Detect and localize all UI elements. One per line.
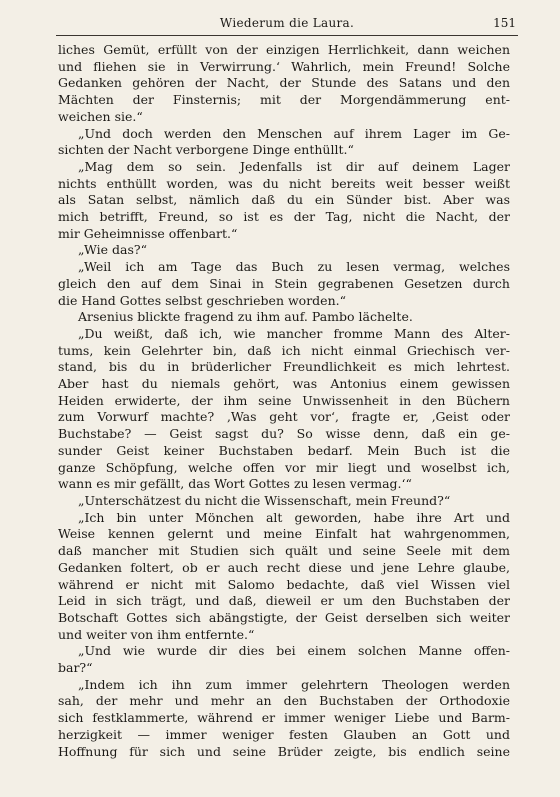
text-line: Aber hast du niemals gehört, was Antonius einem gewissen [58, 376, 510, 392]
text-line: mich betrifft, Freund, so ist es der Tag, nicht die Nacht, der [58, 209, 510, 225]
paragraph [58, 510, 510, 644]
running-head [58, 14, 516, 32]
text-line: sah, der mehr und mehr an den Buchstaben der Orthodoxie [58, 693, 510, 709]
text-line: „Und doch werden den Menschen auf ihrem Lager im Ge- [78, 125, 510, 141]
text-line: tums, kein Gelehrter bin, daß ich nicht einmal Griechisch ver- [58, 342, 510, 358]
text-line: und weiter von ihm entfernte.“ [58, 626, 255, 642]
text-line: wann es mir gefällt, das Wort Gottes zu lesen vermag.‘“ [58, 476, 412, 492]
text-line: Leid in sich trägt, und daß, dieweil er um den Buchstaben der [58, 593, 510, 609]
text-line: „Weil ich am Tage das Buch zu lesen vermag, welches [78, 259, 510, 275]
text-line: „Unterschätzest du nicht die Wissenschaft, mein Freund?“ [78, 492, 451, 508]
text-line: stand, bis du in brüderlicher Freundlichkeit es mich lehrtest. [58, 359, 510, 375]
text-line: „Ich bin unter Mönchen alt geworden, habe ihre Art und [78, 509, 510, 525]
text-line: sunder Geist keiner Buchstaben bedarf. Mein Buch ist die [58, 442, 510, 458]
text-line: sichten der Nacht verborgene Dinge enthüllt.“ [58, 142, 354, 158]
text-line: bar?“ [58, 660, 93, 676]
text-line: „Und wie wurde dir dies bei einem solchen Manne offen- [78, 643, 510, 659]
text-line: Arsenius blickte fragend zu ihm auf. Pambo lächelte. [78, 309, 413, 325]
header-rule [56, 35, 518, 36]
running-title: Wiederum die Laura. [219, 16, 355, 30]
text-line: weichen sie.“ [58, 108, 143, 124]
text-line: herzigkeit — immer weniger festen Glauben an Gott und [58, 726, 510, 742]
text-line: zum Vorwurf machte? ‚Was geht vor‘, fragte er, ‚Geist oder [58, 409, 510, 425]
text-line: Heiden erwiderte, der ihm seine Unwissenheit in den Büchern [58, 392, 510, 408]
text-line: liches Gemüt, erfüllt von der einzigen Herrlichkeit, dann weichen [58, 42, 510, 57]
text-line: „Du weißt, daß ich, wie mancher fromme Mann des Alter- [78, 325, 510, 341]
paragraph [58, 326, 510, 493]
text-line: Weise kennen gelernt und meine Einfalt hat wahrgenommen, [58, 526, 510, 542]
text-line: Mächten der Finsternis; mit der Morgendämmerung ent- [58, 92, 510, 108]
paragraph [58, 309, 510, 326]
text-line: Buchstabe? — Geist sagst du? So wisse denn, daß ein ge- [58, 426, 510, 442]
paragraph [58, 677, 510, 761]
text-line: während er nicht mit Salomo bedachte, daß viel Wissen viel [58, 576, 510, 592]
text-line: „Wie das?“ [78, 242, 147, 258]
page-number: 151 [493, 16, 516, 30]
text-line: als Satan selbst, nämlich daß du ein Sünder bist. Aber was [58, 192, 510, 208]
paragraph [58, 259, 510, 309]
text-line: die Hand Gottes selbst geschrieben worden.“ [58, 292, 346, 308]
text-line: „Mag dem so sein. Jedenfalls ist dir auf deinem Lager [78, 158, 510, 174]
paragraph [58, 42, 510, 126]
body-text [58, 42, 510, 760]
text-line: „Indem ich ihn zum immer gelehrtern Theologen werden [78, 676, 510, 692]
paragraph [58, 643, 510, 676]
text-line: sich festklammerte, während er immer weniger Liebe und Barm- [58, 710, 510, 726]
text-line: mir Geheimnisse offenbart.“ [58, 225, 238, 241]
paragraph [58, 493, 510, 510]
paragraph [58, 159, 510, 243]
text-line: gleich den auf dem Sinai in Stein gegrabenen Gesetzen durch [58, 275, 510, 291]
text-line: Botschaft Gottes sich abängstigte, der Geist derselben sich weiter [58, 609, 510, 625]
text-line: Gedanken gehören der Nacht, der Stunde des Satans und den [58, 75, 510, 91]
text-line: nichts enthüllt worden, was du nicht bereits weit besser weißt [58, 175, 510, 191]
text-line: Gedanken foltert, ob er auch recht diese und jene Lehre glaube, [58, 559, 510, 575]
text-line: daß mancher mit Studien sich quält und seine Seele mit dem [58, 543, 510, 559]
text-line: ganze Schöpfung, welche offen vor mir liegt und woselbst ich, [58, 459, 510, 475]
paragraph [58, 242, 510, 259]
text-line: Hoffnung für sich und seine Brüder zeigte, bis endlich seine [58, 743, 510, 759]
paragraph [58, 126, 510, 159]
text-line: und fliehen sie in Verwirrung.‘ Wahrlich, mein Freund! Solche [58, 58, 510, 74]
